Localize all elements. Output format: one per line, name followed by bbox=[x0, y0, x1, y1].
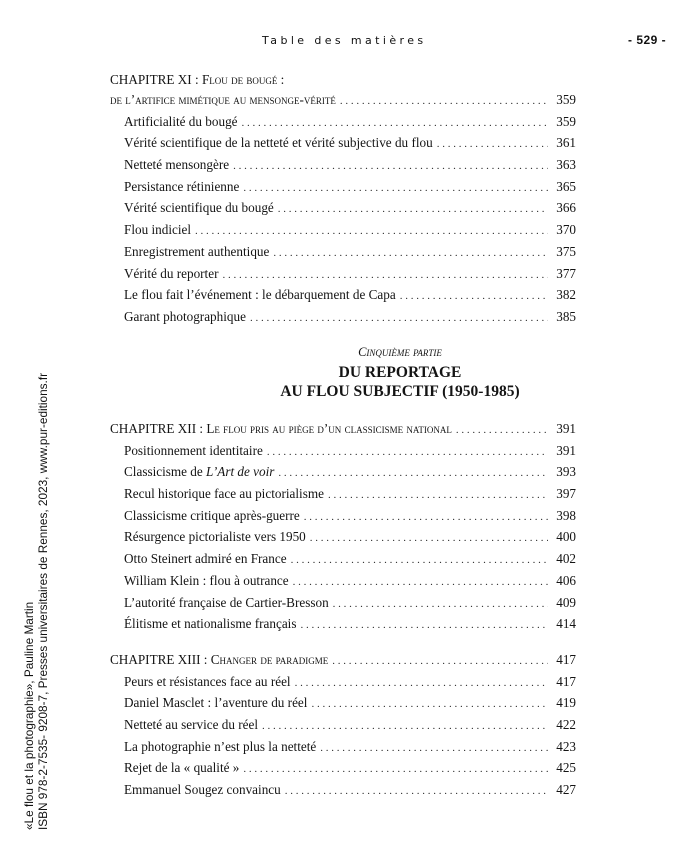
toc-entry-title: Netteté mensongère bbox=[124, 157, 230, 173]
toc-entry-page: 419 bbox=[556, 695, 576, 711]
leader-dots bbox=[262, 720, 548, 732]
toc-entry-page: 363 bbox=[556, 157, 576, 173]
leader-dots bbox=[195, 225, 548, 237]
toc-entry-title: Le flou fait l’événement : le débarquement de Capa bbox=[124, 287, 396, 303]
toc-entry-title: Vérité du reporter bbox=[124, 265, 219, 281]
leader-dots bbox=[278, 467, 548, 479]
book-title-italic: L’Art de voir bbox=[206, 464, 275, 480]
part-title bbox=[110, 363, 690, 401]
leader-dots bbox=[456, 424, 548, 436]
leader-dots bbox=[400, 290, 548, 302]
toc-entry-page: 406 bbox=[556, 572, 576, 588]
toc-entry-page: 397 bbox=[556, 486, 576, 502]
toc-entry[interactable] bbox=[110, 266, 576, 288]
toc-entry-title: Résurgence pictorialiste vers 1950 bbox=[124, 529, 306, 545]
toc-entry-page: 370 bbox=[556, 222, 576, 238]
toc-entry[interactable] bbox=[110, 464, 576, 486]
leader-dots bbox=[222, 269, 548, 281]
toc-entry[interactable] bbox=[110, 244, 576, 266]
leader-dots bbox=[340, 95, 548, 107]
toc-entry[interactable] bbox=[110, 551, 576, 573]
toc-entry-page: 375 bbox=[556, 243, 576, 259]
toc-entry-page: 361 bbox=[556, 135, 576, 151]
chapter-13-label: CHAPITRE XIII : Changer de paradigme bbox=[110, 652, 329, 667]
toc-entry-title: Rejet de la « qualité » bbox=[124, 760, 240, 776]
leader-dots bbox=[320, 742, 548, 754]
leader-dots bbox=[295, 677, 548, 689]
toc-entry-title: L’autorité française de Cartier-Bresson bbox=[124, 594, 329, 610]
chapter-11-block bbox=[110, 72, 576, 331]
toc-entry-title: Vérité scientifique de la netteté et vérité subjective du flou bbox=[124, 135, 433, 151]
toc-entry-title: Élitisme et nationalisme français bbox=[124, 616, 297, 632]
chapter-11-subtitle: de l’artifice mimétique au mensonge-vérité bbox=[110, 92, 336, 107]
toc-entry-title: Vérité scientifique du bougé bbox=[124, 200, 274, 216]
chapter-11-label: CHAPITRE XI : Flou de bougé : bbox=[110, 72, 285, 87]
toc-entry[interactable] bbox=[110, 595, 576, 617]
toc-entry-page: 385 bbox=[556, 308, 576, 324]
toc-entry[interactable] bbox=[110, 200, 576, 222]
toc-entry[interactable] bbox=[110, 486, 576, 508]
toc-entry-title: Daniel Masclet : l’aventure du réel bbox=[124, 695, 308, 711]
leader-dots bbox=[304, 511, 548, 523]
leader-dots bbox=[293, 576, 548, 588]
page-number: - 529 - bbox=[628, 33, 667, 47]
toc-entry-page: 417 bbox=[556, 673, 576, 689]
toc-entry[interactable] bbox=[110, 573, 576, 595]
toc-entry-page: 382 bbox=[556, 287, 576, 303]
toc-entry-page: 365 bbox=[556, 178, 576, 194]
leader-dots bbox=[328, 489, 548, 501]
toc-entry-page: 402 bbox=[556, 551, 576, 567]
toc-entry[interactable] bbox=[110, 616, 576, 638]
toc-entry[interactable] bbox=[110, 739, 576, 761]
toc-entry-title: Enregistrement authentique bbox=[124, 243, 270, 259]
toc-entry-page: 427 bbox=[556, 782, 576, 798]
side-credit-line-2: ISBN 978-2-7535- 9208-7, Presses universitaires de Rennes, 2023, www.pur-editions.fr bbox=[36, 372, 50, 830]
toc-entry-title: Peurs et résistances face au réel bbox=[124, 673, 291, 689]
chapter-12-heading[interactable] bbox=[110, 421, 576, 443]
toc-entry[interactable] bbox=[110, 114, 576, 136]
side-credit-line-1: «Le flou et la photographie», Pauline Martin bbox=[22, 601, 36, 830]
toc-entry-page: 423 bbox=[556, 738, 576, 754]
toc-entry-title: Artificialité du bougé bbox=[124, 113, 238, 129]
leader-dots bbox=[437, 138, 548, 150]
chapter-11-page: 359 bbox=[556, 92, 576, 107]
toc-entry-title: Persistance rétinienne bbox=[124, 178, 240, 194]
toc-entry[interactable] bbox=[110, 309, 576, 331]
toc-entry-page: 391 bbox=[556, 442, 576, 458]
toc-entry[interactable] bbox=[110, 674, 576, 696]
chapter-12-block bbox=[110, 421, 576, 638]
toc-entry-title: William Klein : flou à outrance bbox=[124, 572, 289, 588]
toc-entry[interactable] bbox=[110, 717, 576, 739]
chapter-13-heading[interactable] bbox=[110, 652, 576, 674]
toc-entry-title-prefix: Classicisme de bbox=[124, 464, 207, 480]
part-title-line-1: DU REPORTAGE bbox=[338, 364, 462, 381]
toc-entry-page: 359 bbox=[556, 113, 576, 129]
leader-dots bbox=[311, 698, 548, 710]
chapter-12-label: CHAPITRE XII : Le flou pris au piège d’un classicisme national bbox=[110, 421, 452, 436]
toc-entry-title: Netteté au service du réel bbox=[124, 717, 258, 733]
toc-entry-page: 422 bbox=[556, 717, 576, 733]
toc-entry-title: Classicisme critique après-guerre bbox=[124, 507, 300, 523]
toc-entry[interactable] bbox=[110, 695, 576, 717]
leader-dots bbox=[243, 182, 548, 194]
part-title-line-2: AU FLOU SUBJECTIF (1950-1985) bbox=[280, 383, 520, 400]
toc-entry-page: 409 bbox=[556, 594, 576, 610]
toc-entry[interactable] bbox=[110, 287, 576, 309]
toc-entry[interactable] bbox=[110, 508, 576, 530]
chapter-13-page: 417 bbox=[556, 652, 576, 667]
leader-dots bbox=[310, 532, 548, 544]
leader-dots bbox=[332, 655, 548, 667]
toc-entry-title: Emmanuel Sougez convaincu bbox=[124, 782, 281, 798]
toc-entry[interactable] bbox=[110, 179, 576, 201]
toc-entry[interactable] bbox=[110, 222, 576, 244]
leader-dots bbox=[285, 785, 548, 797]
part-label: Cinquième partie bbox=[358, 345, 442, 359]
toc-entry[interactable] bbox=[110, 443, 576, 465]
toc-entry-page: 366 bbox=[556, 200, 576, 216]
toc-entry-page: 425 bbox=[556, 760, 576, 776]
leader-dots bbox=[291, 554, 548, 566]
leader-dots bbox=[273, 247, 548, 259]
toc-entry-title: La photographie n’est plus la netteté bbox=[124, 738, 317, 754]
toc-entry-page: 414 bbox=[556, 616, 576, 632]
toc-entry[interactable] bbox=[110, 760, 576, 782]
leader-dots bbox=[242, 117, 548, 129]
toc-entry-page: 400 bbox=[556, 529, 576, 545]
toc-entry[interactable] bbox=[110, 782, 576, 804]
leader-dots bbox=[333, 598, 548, 610]
running-head-title: Table des matières bbox=[262, 34, 427, 47]
toc-entry-page: 377 bbox=[556, 265, 576, 281]
leader-dots bbox=[233, 160, 548, 172]
leader-dots bbox=[300, 619, 548, 631]
toc-entry-title bbox=[124, 464, 274, 480]
toc-entry-page: 398 bbox=[556, 507, 576, 523]
toc-entry-title: Otto Steinert admiré en France bbox=[124, 551, 287, 567]
toc-entry[interactable] bbox=[110, 157, 576, 179]
leader-dots bbox=[278, 203, 548, 215]
chapter-12-page: 391 bbox=[556, 421, 576, 436]
toc-entry[interactable] bbox=[110, 529, 576, 551]
leader-dots bbox=[250, 312, 548, 324]
toc-entry-title: Recul historique face au pictorialisme bbox=[124, 486, 324, 502]
chapter-13-block bbox=[110, 652, 576, 804]
toc-entry-page: 393 bbox=[556, 464, 576, 480]
toc-entry-title: Positionnement identitaire bbox=[124, 442, 263, 458]
leader-dots bbox=[267, 446, 548, 458]
toc-entry[interactable] bbox=[110, 135, 576, 157]
chapter-11-heading bbox=[110, 72, 576, 92]
chapter-11-subtitle-line[interactable] bbox=[110, 92, 576, 114]
leader-dots bbox=[243, 763, 548, 775]
toc-entry-title: Flou indiciel bbox=[124, 222, 192, 238]
toc-entry-title: Garant photographique bbox=[124, 308, 246, 324]
